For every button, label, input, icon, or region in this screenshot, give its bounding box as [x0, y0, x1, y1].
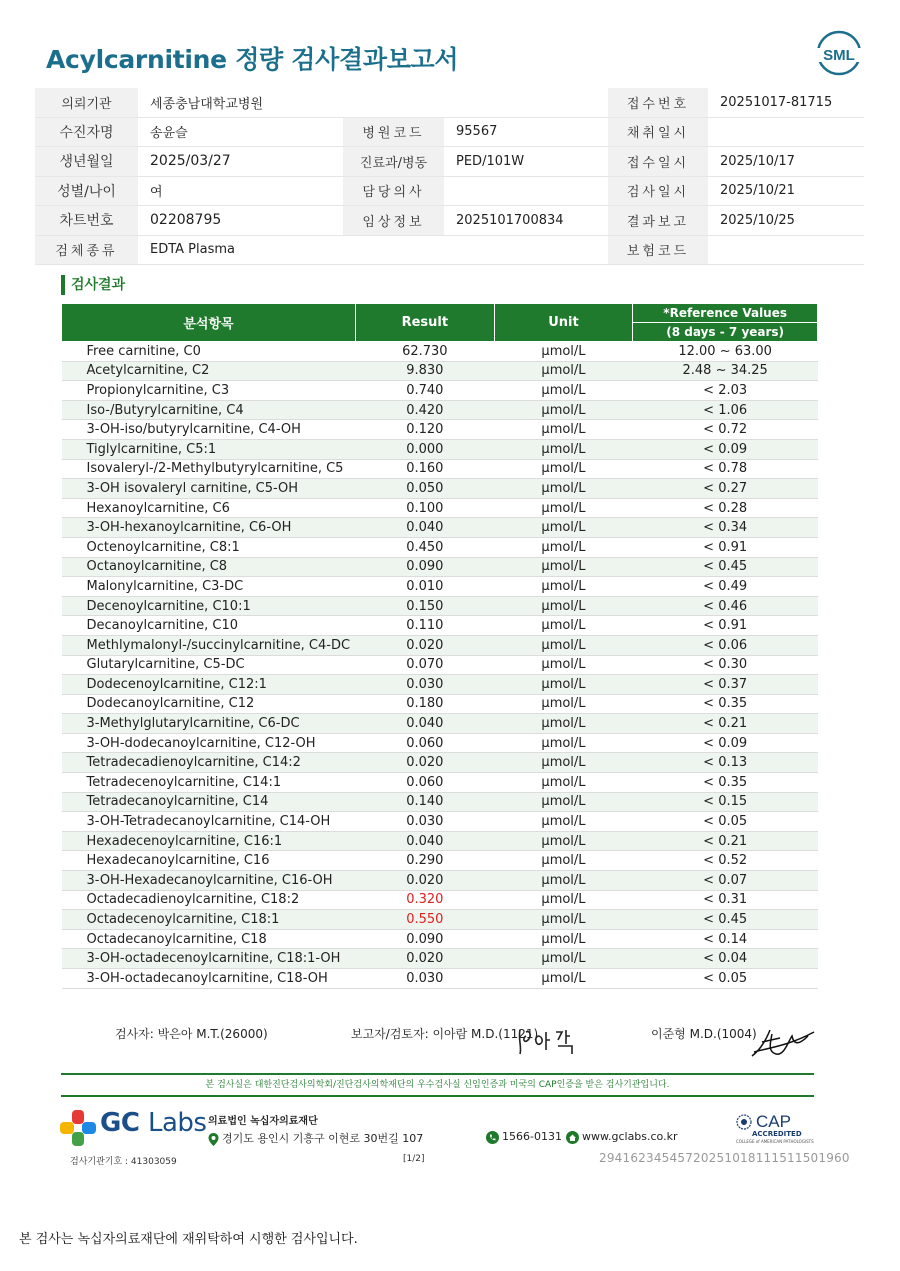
analyte-name: Acetylcarnitine, C2 [62, 361, 356, 381]
svg-text:SML: SML [823, 47, 855, 64]
result-row [62, 714, 818, 734]
result-row [62, 890, 818, 910]
result-row [62, 498, 818, 518]
result-value: 0.180 [355, 694, 494, 714]
result-value: 0.060 [355, 733, 494, 753]
gc-labs-brand [100, 1108, 206, 1138]
insurance-code-label: 보험코드 [608, 235, 708, 265]
result-row [62, 361, 818, 381]
unit-value: μmol/L [494, 969, 633, 989]
report-date-label: 결과보고 [608, 206, 708, 236]
result-row [62, 694, 818, 714]
reference-value: < 0.91 [633, 537, 818, 557]
cap-college: COLLEGE of AMERICAN PATHOLOGISTS [736, 1139, 814, 1144]
result-value: 0.140 [355, 792, 494, 812]
result-row [62, 596, 818, 616]
analyte-name: Tiglylcarnitine, C5:1 [62, 439, 356, 459]
result-value: 0.150 [355, 596, 494, 616]
tester-signature: 검사자: 박은아 M.T.(26000) [115, 1027, 268, 1041]
analyte-header: 분석항목 [62, 304, 356, 342]
result-row [62, 753, 818, 773]
result-value: 0.550 [355, 910, 494, 930]
result-value: 0.450 [355, 537, 494, 557]
analyte-name: 3-OH-octadecenoylcarnitine, C18:1-OH [62, 949, 356, 969]
analyte-name: Dodecanoylcarnitine, C12 [62, 694, 356, 714]
result-value: 0.090 [355, 929, 494, 949]
analyte-name: 3-Methylglutarylcarnitine, C6-DC [62, 714, 356, 734]
unit-value: μmol/L [494, 616, 633, 636]
report-date-value: 2025/10/25 [708, 206, 864, 236]
result-row [62, 342, 818, 362]
cap-subtitle: ACCREDITED [752, 1130, 802, 1138]
info-row [35, 88, 864, 117]
unit-value: μmol/L [494, 342, 633, 362]
reference-value: < 0.91 [633, 616, 818, 636]
unit-value: μmol/L [494, 577, 633, 597]
brand-gc: GC [100, 1108, 140, 1138]
unit-value: μmol/L [494, 596, 633, 616]
result-row [62, 420, 818, 440]
reference-value: < 0.28 [633, 498, 818, 518]
unit-value: μmol/L [494, 381, 633, 401]
website-text: www.gclabs.co.kr [582, 1130, 678, 1143]
result-value: 0.000 [355, 439, 494, 459]
analyte-name: 3-OH-octadecanoylcarnitine, C18-OH [62, 969, 356, 989]
result-value: 0.290 [355, 851, 494, 871]
reference-value: < 0.37 [633, 675, 818, 695]
certification-note: 본 검사실은 대한진단검사의학회/진단검사의학재단의 우수검사실 신임인증과 미국의 CAP인증을 받은 검사기관입니다. [205, 1080, 670, 1090]
result-value: 0.320 [355, 890, 494, 910]
reference-value: < 0.35 [633, 694, 818, 714]
result-row [62, 929, 818, 949]
unit-value: μmol/L [494, 439, 633, 459]
reference-value: < 0.35 [633, 773, 818, 793]
results-body [62, 342, 818, 989]
result-value: 0.120 [355, 420, 494, 440]
reference-value: < 0.21 [633, 714, 818, 734]
gc-cross-logo-icon [60, 1110, 96, 1146]
dept-value: PED/101W [444, 147, 608, 177]
reference-value: < 0.14 [633, 929, 818, 949]
dept-label: 진료과/병동 [343, 147, 444, 177]
dob-label: 생년월일 [35, 147, 138, 177]
analyte-name: Free carnitine, C0 [62, 342, 356, 362]
result-value: 0.040 [355, 518, 494, 538]
clinical-info-label: 임상정보 [343, 206, 444, 236]
cert-divider-bottom [61, 1095, 814, 1097]
result-row [62, 969, 818, 989]
analyte-name: Hexadecanoylcarnitine, C16 [62, 851, 356, 871]
specimen-value: EDTA Plasma [138, 235, 608, 265]
reference-subheader: (8 days - 7 years) [633, 323, 818, 342]
unit-value: μmol/L [494, 812, 633, 832]
reference-value: < 0.52 [633, 851, 818, 871]
collection-date-value [708, 117, 864, 147]
result-value: 0.110 [355, 616, 494, 636]
hospital-code-label: 병원코드 [343, 117, 444, 147]
unit-value: μmol/L [494, 459, 633, 479]
page-number: [1/2] [403, 1154, 425, 1164]
info-row [35, 147, 864, 177]
cert-divider-top [61, 1073, 814, 1075]
result-row [62, 616, 818, 636]
info-row [35, 206, 864, 236]
sex-age-label: 성별/나이 [35, 176, 138, 206]
result-row [62, 851, 818, 871]
reference-value: < 0.49 [633, 577, 818, 597]
result-row [62, 792, 818, 812]
analyte-name: Octanoylcarnitine, C8 [62, 557, 356, 577]
reference-value: < 0.05 [633, 812, 818, 832]
unit-value: μmol/L [494, 479, 633, 499]
result-row [62, 831, 818, 851]
institution-label: 의뢰기관 [35, 88, 138, 117]
unit-value: μmol/L [494, 753, 633, 773]
reference-value: < 0.07 [633, 871, 818, 891]
reference-value: < 0.15 [633, 792, 818, 812]
analyte-name: Hexadecenoylcarnitine, C16:1 [62, 831, 356, 851]
test-date-label: 검사일시 [608, 176, 708, 206]
unit-value: μmol/L [494, 949, 633, 969]
unit-value: μmol/L [494, 655, 633, 675]
hospital-code-value: 95567 [444, 117, 608, 147]
result-row [62, 577, 818, 597]
result-value: 0.030 [355, 812, 494, 832]
result-value: 0.020 [355, 753, 494, 773]
reference-value: < 2.03 [633, 381, 818, 401]
result-row [62, 400, 818, 420]
reviewer-signature: 보고자/검토자: 이아람 M.D.(1121) [351, 1027, 539, 1041]
analyte-name: 3-OH-Hexadecanoylcarnitine, C16-OH [62, 871, 356, 891]
analyte-name: Octadecanoylcarnitine, C18 [62, 929, 356, 949]
phone-icon [486, 1131, 499, 1144]
analyte-name: Octadecadienoylcarnitine, C18:2 [62, 890, 356, 910]
brand-labs: Labs [147, 1108, 207, 1138]
analyte-name: 3-OH-iso/butyrylcarnitine, C4-OH [62, 420, 356, 440]
patient-info-table [35, 88, 864, 265]
unit-value: μmol/L [494, 557, 633, 577]
result-value: 0.020 [355, 871, 494, 891]
home-icon [566, 1131, 579, 1144]
institution-value: 세종충남대학교병원 [138, 88, 608, 117]
unit-value: μmol/L [494, 635, 633, 655]
analyte-name: Glutarylcarnitine, C5-DC [62, 655, 356, 675]
analyte-name: Dodecenoylcarnitine, C12:1 [62, 675, 356, 695]
result-value: 0.020 [355, 949, 494, 969]
result-row [62, 537, 818, 557]
address-text: 경기도 용인시 기흥구 이현로 30번길 107 [222, 1132, 424, 1145]
result-row [62, 635, 818, 655]
result-value: 0.010 [355, 577, 494, 597]
result-row [62, 733, 818, 753]
info-row [35, 176, 864, 206]
chart-no-value: 02208795 [138, 206, 343, 236]
result-row [62, 812, 818, 832]
analyte-name: Isovaleryl-/2-Methylbutyrylcarnitine, C5 [62, 459, 356, 479]
unit-value: μmol/L [494, 733, 633, 753]
barcode-number: 29416234545720251018111511501960 [599, 1151, 850, 1165]
reference-value: 12.00 ~ 63.00 [633, 342, 818, 362]
reference-value: < 1.06 [633, 400, 818, 420]
doctor-value [444, 176, 608, 206]
analyte-name: Octenoylcarnitine, C8:1 [62, 537, 356, 557]
unit-value: μmol/L [494, 792, 633, 812]
analyte-name: 3-OH-dodecanoylcarnitine, C12-OH [62, 733, 356, 753]
reference-value: < 0.13 [633, 753, 818, 773]
unit-header: Unit [494, 304, 633, 342]
result-value: 0.420 [355, 400, 494, 420]
result-row [62, 910, 818, 930]
result-value: 0.020 [355, 635, 494, 655]
cap-seal-icon [736, 1114, 752, 1130]
result-row [62, 439, 818, 459]
info-row [35, 117, 864, 147]
location-pin-icon [208, 1133, 219, 1146]
reference-value: < 0.21 [633, 831, 818, 851]
reference-value: < 0.45 [633, 557, 818, 577]
result-row [62, 773, 818, 793]
result-value: 0.040 [355, 831, 494, 851]
reference-value: < 0.30 [633, 655, 818, 675]
sex-age-value: 여 [138, 176, 343, 206]
unit-value: μmol/L [494, 929, 633, 949]
reference-value: < 0.06 [633, 635, 818, 655]
result-value: 0.050 [355, 479, 494, 499]
reference-value: < 0.09 [633, 439, 818, 459]
unit-value: μmol/L [494, 420, 633, 440]
analyte-name: Malonylcarnitine, C3-DC [62, 577, 356, 597]
analyte-name: Tetradecanoylcarnitine, C14 [62, 792, 356, 812]
reference-value: 2.48 ~ 34.25 [633, 361, 818, 381]
receipt-date-label: 접수일시 [608, 147, 708, 177]
result-row [62, 518, 818, 538]
analyte-name: 3-OH isovaleryl carnitine, C5-OH [62, 479, 356, 499]
unit-value: μmol/L [494, 537, 633, 557]
reference-value: < 0.05 [633, 969, 818, 989]
address [208, 1130, 423, 1146]
collection-date-label: 채취일시 [608, 117, 708, 147]
specimen-label: 검체종류 [35, 235, 138, 265]
unit-value: μmol/L [494, 871, 633, 891]
results-table [61, 303, 818, 989]
institution-number: 검사기관기호 : 41303059 [70, 1157, 177, 1167]
director-signature: 이준형 M.D.(1004) [651, 1027, 757, 1041]
receipt-no-value: 20251017-81715 [708, 88, 864, 117]
analyte-name: 3-OH-Tetradecanoylcarnitine, C14-OH [62, 812, 356, 832]
unit-value: μmol/L [494, 694, 633, 714]
analyte-name: Decanoylcarnitine, C10 [62, 616, 356, 636]
reference-value: < 0.09 [633, 733, 818, 753]
website[interactable] [566, 1130, 678, 1144]
analyte-name: Tetradecadienoylcarnitine, C14:2 [62, 753, 356, 773]
unit-value: μmol/L [494, 518, 633, 538]
unit-value: μmol/L [494, 851, 633, 871]
result-header: Result [355, 304, 494, 342]
chart-no-label: 차트번호 [35, 206, 138, 236]
result-value: 9.830 [355, 361, 494, 381]
analyte-name: Methlymalonyl-/succinylcarnitine, C4-DC [62, 635, 356, 655]
result-value: 62.730 [355, 342, 494, 362]
footnote: 본 검사는 녹십자의료재단에 재위탁하여 시행한 검사입니다. [19, 1232, 358, 1247]
analyte-name: Hexanoylcarnitine, C6 [62, 498, 356, 518]
reference-value: < 0.27 [633, 479, 818, 499]
result-row [62, 655, 818, 675]
reference-value: < 0.34 [633, 518, 818, 538]
test-date-value: 2025/10/21 [708, 176, 864, 206]
reference-value: < 0.04 [633, 949, 818, 969]
analyte-name: Decenoylcarnitine, C10:1 [62, 596, 356, 616]
result-value: 0.030 [355, 675, 494, 695]
cap-title: CAP [756, 1112, 791, 1131]
reviewer-handwritten-signature [516, 1024, 580, 1058]
result-row [62, 949, 818, 969]
unit-value: μmol/L [494, 498, 633, 518]
analyte-name: Propionylcarnitine, C3 [62, 381, 356, 401]
result-value: 0.030 [355, 969, 494, 989]
unit-value: μmol/L [494, 675, 633, 695]
result-value: 0.740 [355, 381, 494, 401]
section-title: 검사결과 [61, 275, 125, 295]
unit-value: μmol/L [494, 831, 633, 851]
unit-value: μmol/L [494, 910, 633, 930]
unit-value: μmol/L [494, 773, 633, 793]
result-value: 0.090 [355, 557, 494, 577]
unit-value: μmol/L [494, 361, 633, 381]
reference-value: < 0.78 [633, 459, 818, 479]
unit-value: μmol/L [494, 400, 633, 420]
result-value: 0.100 [355, 498, 494, 518]
info-row [35, 235, 864, 265]
receipt-date-value: 2025/10/17 [708, 147, 864, 177]
unit-value: μmol/L [494, 890, 633, 910]
sml-logo [816, 30, 862, 76]
patient-label: 수진자명 [35, 117, 138, 147]
result-row [62, 557, 818, 577]
clinical-info-value: 2025101700834 [444, 206, 608, 236]
insurance-code-value [708, 235, 864, 265]
patient-value: 송윤슬 [138, 117, 343, 147]
result-row [62, 675, 818, 695]
reference-value: < 0.45 [633, 910, 818, 930]
result-value: 0.160 [355, 459, 494, 479]
result-row [62, 381, 818, 401]
phone-text: 1566-0131 [502, 1130, 562, 1143]
result-row [62, 479, 818, 499]
report-title: Acylcarnitine 정량 검사결과보고서 [46, 45, 459, 74]
unit-value: μmol/L [494, 714, 633, 734]
phone [486, 1130, 562, 1144]
receipt-no-label: 접수번호 [608, 88, 708, 117]
result-value: 0.040 [355, 714, 494, 734]
reference-value: < 0.72 [633, 420, 818, 440]
reference-value: < 0.31 [633, 890, 818, 910]
result-row [62, 459, 818, 479]
reference-value: < 0.46 [633, 596, 818, 616]
director-handwritten-signature [748, 1022, 818, 1062]
reference-header: *Reference Values [633, 304, 818, 323]
analyte-name: Iso-/Butyrylcarnitine, C4 [62, 400, 356, 420]
analyte-name: Tetradecenoylcarnitine, C14:1 [62, 773, 356, 793]
doctor-label: 담당의사 [343, 176, 444, 206]
analyte-name: 3-OH-hexanoylcarnitine, C6-OH [62, 518, 356, 538]
foundation-name: 의료법인 녹십자의료재단 [208, 1116, 318, 1127]
dob-value: 2025/03/27 [138, 147, 343, 177]
result-value: 0.060 [355, 773, 494, 793]
analyte-name: Octadecenoylcarnitine, C18:1 [62, 910, 356, 930]
result-row [62, 871, 818, 891]
result-value: 0.070 [355, 655, 494, 675]
